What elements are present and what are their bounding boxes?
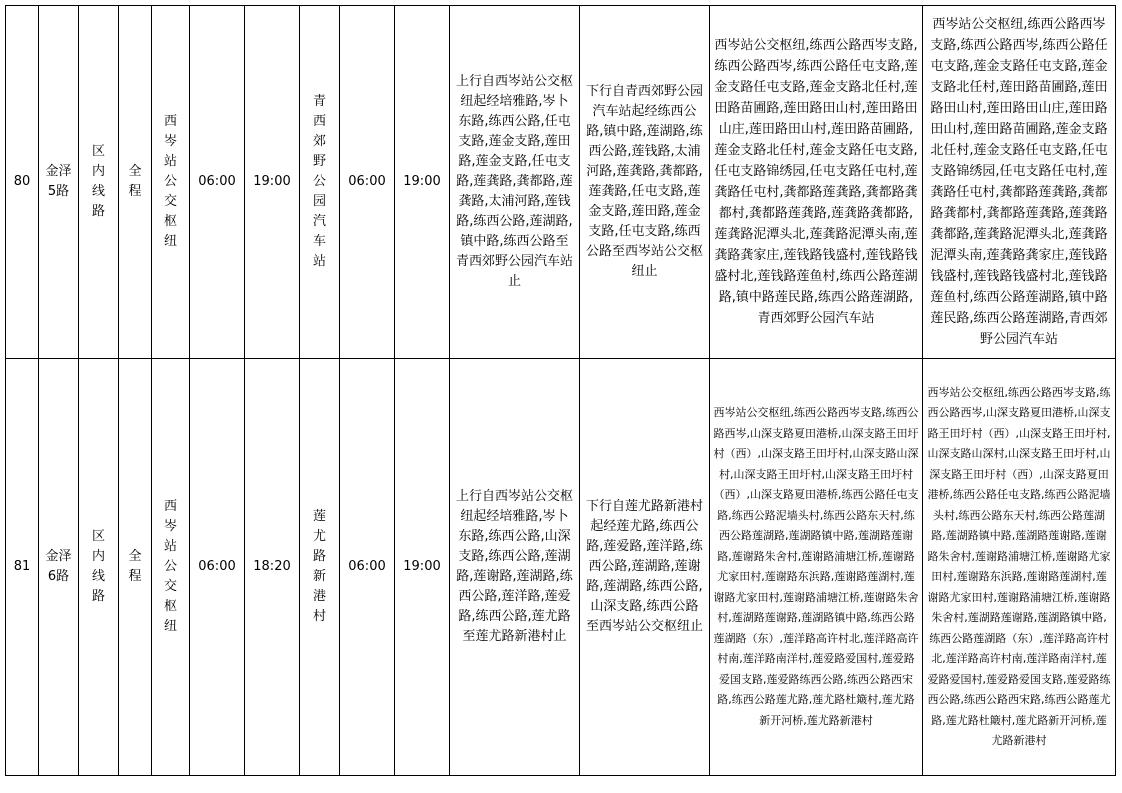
terminal-a-last-bus: 19:00 — [245, 6, 300, 359]
bus-route-table — [5, 5, 1116, 776]
terminal-a-last-bus: 18:20 — [245, 359, 300, 776]
up-route-stops: 西岑站公交枢纽,练西公路西岑支路,练西公路西岑,练西公路任屯支路,莲金支路任屯支路,莲金支路北任村,莲田路苗圃路,莲田路田山村,莲田路田山庄,莲田路田山村,莲田路苗圃路,莲金支路北任村,莲金支路任屯支路,任屯支路锦绣园,任屯支路任屯村,莲龚路任屯村,龚都路莲龚路,龚都路龚都村,龚都路莲龚路,莲龚路龚都路,莲龚路泥潭头北,莲龚路泥潭头南,莲龚路龚家庄,莲钱路钱盛村,莲钱路钱盛村北,莲钱路莲鱼村,练西公路莲湖路,镇中路莲民路,练西公路莲湖路,青西郊野公园汽车站 — [710, 6, 923, 359]
down-route-description: 下行自莲尤路新港村起经莲尤路,练西公路,莲爱路,莲洋路,练西公路,莲湖路,莲谢路,莲湖路,练西公路,山深支路,练西公路至西岑站公交枢纽止 — [580, 359, 710, 776]
route-name: 金泽5路 — [45, 164, 72, 199]
route-type: 区内线路 — [91, 529, 105, 604]
route-seq: 80 — [6, 6, 39, 359]
down-route-stops: 西岑站公交枢纽,练西公路西岑支路,练西公路西岑,练西公路任屯支路,莲金支路任屯支路,莲金支路北任村,莲田路苗圃路,莲田路田山村,莲田路田山庄,莲田路田山村,莲田路苗圃路,莲金支路北任村,莲金支路任屯支路,任屯支路锦绣园,任屯支路任屯村,莲龚路任屯村,龚都路莲龚路,龚都路龚都村,龚都路莲龚路,莲龚路龚都路,莲龚路泥潭头北,莲龚路泥潭头南,莲龚路龚家庄,莲钱路钱盛村,莲钱路钱盛村北,莲钱路莲鱼村,练西公路莲湖路,镇中路莲民路,练西公路莲湖路,青西郊野公园汽车站 — [923, 6, 1116, 359]
terminal-a-first-bus: 06:00 — [190, 6, 245, 359]
route-name: 金泽6路 — [45, 549, 72, 584]
up-route-description: 上行自西岑站公交枢纽起经培雅路,岑卜东路,练西公路,任屯支路,莲金支路,莲田路,莲金支路,任屯支路,莲龚路,龚都路,莲龚路,太浦河路,莲钱路,练西公路,莲湖路,镇中路,练西公路至青西郊野公园汽车站止 — [450, 6, 580, 359]
route-seq: 81 — [6, 359, 39, 776]
terminal-a: 西岑站公交枢纽 — [163, 114, 177, 249]
up-route-description: 上行自西岑站公交枢纽起经培雅路,岑卜东路,练西公路,山深支路,练西公路,莲湖路,莲谢路,莲湖路,练西公路,莲洋路,莲爱路,练西公路,莲尤路至莲尤路新港村止 — [450, 359, 580, 776]
terminal-b-last-bus: 19:00 — [395, 359, 450, 776]
terminal-b-first-bus: 06:00 — [340, 359, 395, 776]
table-row — [6, 6, 1116, 359]
route-span: 全程 — [128, 164, 142, 199]
terminal-a-first-bus: 06:00 — [190, 359, 245, 776]
down-route-description: 下行自青西郊野公园汽车站起经练西公路,镇中路,莲湖路,练西公路,莲钱路,太浦河路,莲龚路,龚都路,莲龚路,任屯支路,莲金支路,莲田路,莲金支路,任屯支路,练西公路至西岑站公交枢纽止 — [580, 6, 710, 359]
down-route-stops: 西岑站公交枢纽,练西公路西岑支路,练西公路西岑,山深支路夏田港桥,山深支路王田圩村（西）,山深支路王田圩村,山深支路山深村,山深支路王田圩村,山深支路王田圩村（西）,山深支路夏田港桥,练西公路任屯支路,练西公路泥墙头村,练西公路东天村,练西公路莲湖路,莲湖路镇中路,莲湖路莲谢路,莲谢路朱舍村,莲谢路浦塘江桥,莲谢路尤家田村,莲谢路东浜路,莲谢路莲湖村,莲谢路尤家田村,莲谢路浦塘江桥,莲谢路朱舍村,莲湖路莲谢路,莲湖路镇中路,练西公路莲湖路（东）,莲洋路高许村北,莲洋路高许村南,莲洋路南洋村,莲爱路爱国村,莲爱路爱国支路,莲爱路练西公路,练西公路西宋路,练西公路莲尤路,莲尤路杜簸村,莲尤路新开河桥,莲尤路新港村 — [923, 359, 1116, 776]
terminal-b-last-bus: 19:00 — [395, 6, 450, 359]
route-type: 区内线路 — [91, 144, 105, 219]
up-route-stops: 西岑站公交枢纽,练西公路西岑支路,练西公路西岑,山深支路夏田港桥,山深支路王田圩村（西）,山深支路王田圩村,山深支路山深村,山深支路王田圩村,山深支路王田圩村（西）,山深支路夏田港桥,练西公路任屯支路,练西公路泥墙头村,练西公路东天村,练西公路莲湖路,莲湖路镇中路,莲湖路莲谢路,莲谢路朱舍村,莲谢路浦塘江桥,莲谢路尤家田村,莲谢路东浜路,莲谢路莲湖村,莲谢路尤家田村,莲谢路浦塘江桥,莲谢路朱舍村,莲湖路莲谢路,莲湖路镇中路,练西公路莲湖路（东）,莲洋路高许村北,莲洋路高许村南,莲洋路南洋村,莲爱路爱国村,莲爱路爱国支路,莲爱路练西公路,练西公路西宋路,练西公路莲尤路,莲尤路杜簸村,莲尤路新开河桥,莲尤路新港村 — [710, 359, 923, 776]
terminal-b: 莲尤路新港村 — [312, 509, 326, 624]
terminal-b-first-bus: 06:00 — [340, 6, 395, 359]
terminal-b: 青西郊野公园汽车站 — [312, 94, 326, 269]
terminal-a: 西岑站公交枢纽 — [163, 499, 177, 634]
route-span: 全程 — [128, 549, 142, 584]
table-row — [6, 359, 1116, 776]
